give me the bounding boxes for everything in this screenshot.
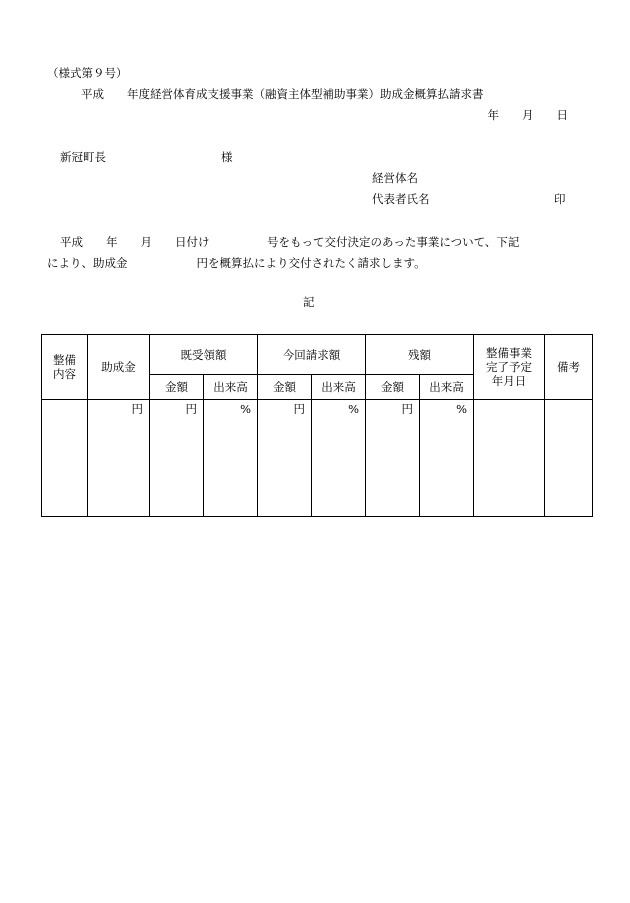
table-row xyxy=(42,400,593,517)
body-text-line-1: 平成 年 月 日付け 号をもって交付決定のあった事業について、下記 xyxy=(60,235,520,249)
seal-mark: 印 xyxy=(554,192,566,206)
ki-heading: 記 xyxy=(303,295,315,309)
header-content-line-2: 内容 xyxy=(53,367,76,381)
cell-remarks xyxy=(545,400,593,517)
header-subsidy: 助成金 xyxy=(88,335,150,400)
cell-remaining-yen: 円 xyxy=(366,400,420,517)
header-received-progress: 出来高 xyxy=(204,375,258,400)
header-completion-date xyxy=(474,335,545,400)
recipient: 新冠町長 様 xyxy=(60,150,233,164)
header-remaining-amount: 金額 xyxy=(366,375,420,400)
header-current-request: 今回請求額 xyxy=(258,335,366,375)
request-table xyxy=(41,334,593,517)
cell-remaining-percent: % xyxy=(420,400,474,517)
header-content-line-1: 整備 xyxy=(53,353,76,367)
form-number: （様式第９号） xyxy=(47,66,128,80)
cell-received-yen: 円 xyxy=(150,400,204,517)
header-received-amount: 金額 xyxy=(150,375,204,400)
body-text-line-2: により、助成金 円を概算払により交付されたく請求します。 xyxy=(47,256,426,270)
header-remaining-progress: 出来高 xyxy=(420,375,474,400)
header-current-progress: 出来高 xyxy=(312,375,366,400)
header-completion-line-3: 年月日 xyxy=(491,374,527,388)
cell-subsidy-yen: 円 xyxy=(88,400,150,517)
cell-received-percent: % xyxy=(204,400,258,517)
header-remaining: 残額 xyxy=(366,335,474,375)
header-remarks: 備考 xyxy=(545,335,593,400)
date-line: 年 月 日 xyxy=(487,108,568,122)
cell-content xyxy=(42,400,88,517)
cell-current-yen: 円 xyxy=(258,400,312,517)
header-received: 既受領額 xyxy=(150,335,258,375)
document-title: 平成 年度経営体育成支援事業（融資主体型補助事業）助成金概算払請求書 xyxy=(81,87,484,101)
cell-current-percent: % xyxy=(312,400,366,517)
header-current-amount: 金額 xyxy=(258,375,312,400)
cell-completion-date xyxy=(474,400,545,517)
org-name-label: 経営体名 xyxy=(372,171,418,185)
representative-label: 代表者氏名 xyxy=(372,192,430,206)
header-content xyxy=(42,335,88,400)
header-completion-line-1: 整備事業 xyxy=(486,346,532,360)
header-completion-line-2: 完了予定 xyxy=(486,360,532,374)
